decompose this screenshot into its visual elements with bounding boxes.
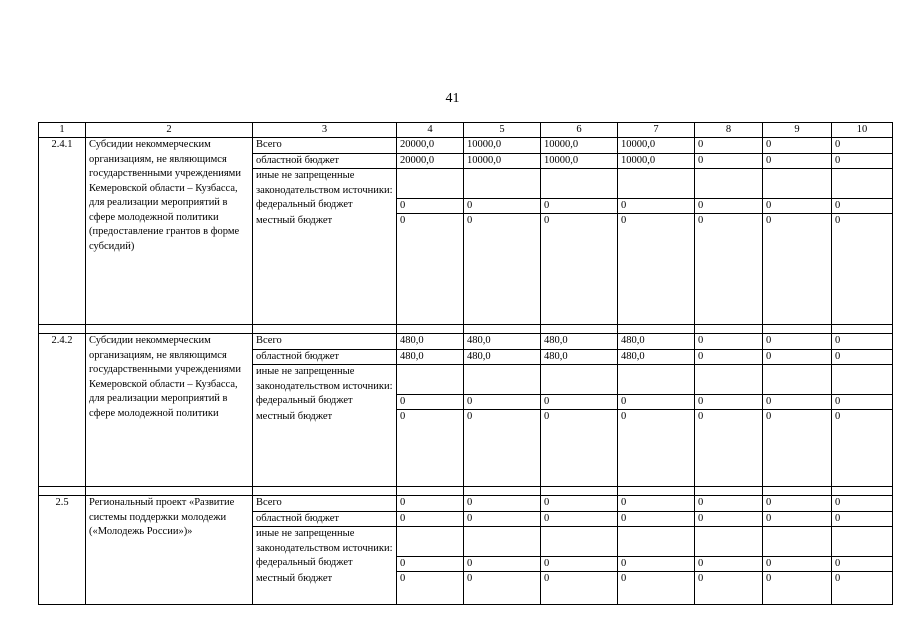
spacer-cell bbox=[695, 487, 763, 496]
value-cell: 10000,0 bbox=[618, 153, 695, 169]
value-cell: 10000,0 bbox=[464, 153, 541, 169]
row-number: 2.4.2 bbox=[39, 334, 86, 487]
value-cell: 10000,0 bbox=[541, 153, 618, 169]
column-header: 3 bbox=[253, 123, 397, 138]
table-row bbox=[39, 496, 893, 512]
value-cell: 0 bbox=[618, 394, 695, 410]
value-cell: 480,0 bbox=[541, 349, 618, 365]
value-cell: 20000,0 bbox=[397, 153, 464, 169]
value-cell: 10000,0 bbox=[464, 138, 541, 154]
value-cell: 20000,0 bbox=[397, 138, 464, 154]
spacer-cell bbox=[39, 325, 86, 334]
value-cell bbox=[832, 527, 893, 557]
value-cell bbox=[397, 365, 464, 395]
value-cell bbox=[541, 527, 618, 557]
value-cell bbox=[763, 365, 832, 395]
value-cell bbox=[397, 527, 464, 557]
row-spacer bbox=[39, 487, 893, 496]
value-cell: 0 bbox=[464, 572, 541, 605]
value-cell: 480,0 bbox=[397, 349, 464, 365]
value-cell: 480,0 bbox=[618, 334, 695, 350]
value-cell: 0 bbox=[763, 153, 832, 169]
spacer-cell bbox=[618, 325, 695, 334]
spacer-cell bbox=[397, 325, 464, 334]
value-cell: 0 bbox=[618, 572, 695, 605]
value-cell: 0 bbox=[541, 410, 618, 487]
value-cell: 0 bbox=[695, 572, 763, 605]
value-cell: 0 bbox=[695, 511, 763, 527]
value-cell: 0 bbox=[618, 511, 695, 527]
value-cell: 0 bbox=[763, 572, 832, 605]
value-cell: 0 bbox=[695, 394, 763, 410]
value-cell: 0 bbox=[397, 511, 464, 527]
source-label: иные не запрещенные законодательством источники: bbox=[253, 169, 397, 199]
budget-table bbox=[38, 122, 893, 605]
source-label: Всего bbox=[253, 496, 397, 512]
value-cell bbox=[618, 169, 695, 199]
value-cell: 0 bbox=[541, 511, 618, 527]
source-label: иные не запрещенные законодательством источники: bbox=[253, 527, 397, 557]
value-cell: 0 bbox=[763, 410, 832, 487]
column-header: 1 bbox=[39, 123, 86, 138]
value-cell: 0 bbox=[832, 394, 893, 410]
value-cell: 480,0 bbox=[464, 334, 541, 350]
value-cell: 0 bbox=[832, 198, 893, 214]
value-cell: 480,0 bbox=[397, 334, 464, 350]
column-header: 6 bbox=[541, 123, 618, 138]
spacer-cell bbox=[695, 325, 763, 334]
column-header: 4 bbox=[397, 123, 464, 138]
spacer-cell bbox=[86, 325, 253, 334]
row-description: Субсидии некоммерческим организациям, не являющимся государственными учреждениями Кемеровской области – Кузбасса, для реализации мероприятий в сфере молодежной политики (предоставление грантов в форме субсидий) bbox=[86, 138, 253, 325]
row-number: 2.4.1 bbox=[39, 138, 86, 325]
value-cell: 0 bbox=[832, 511, 893, 527]
value-cell: 0 bbox=[832, 410, 893, 487]
spacer-cell bbox=[86, 487, 253, 496]
spacer-cell bbox=[832, 325, 893, 334]
spacer-cell bbox=[464, 487, 541, 496]
value-cell bbox=[832, 169, 893, 199]
value-cell: 0 bbox=[397, 214, 464, 325]
spacer-cell bbox=[397, 487, 464, 496]
column-header: 10 bbox=[832, 123, 893, 138]
value-cell: 0 bbox=[763, 334, 832, 350]
source-label: федеральный бюджет bbox=[253, 556, 397, 572]
value-cell: 0 bbox=[541, 496, 618, 512]
page-number: 41 bbox=[445, 91, 460, 106]
value-cell: 0 bbox=[618, 198, 695, 214]
spacer-cell bbox=[541, 325, 618, 334]
value-cell: 0 bbox=[763, 496, 832, 512]
spacer-cell bbox=[618, 487, 695, 496]
row-description: Региональный проект «Развитие системы поддержки молодежи («Молодежь России»)» bbox=[86, 496, 253, 605]
value-cell: 0 bbox=[618, 496, 695, 512]
spacer-cell bbox=[464, 325, 541, 334]
spacer-cell bbox=[253, 325, 397, 334]
value-cell: 0 bbox=[763, 394, 832, 410]
value-cell: 0 bbox=[832, 556, 893, 572]
value-cell bbox=[464, 169, 541, 199]
value-cell bbox=[464, 365, 541, 395]
spacer-cell bbox=[39, 487, 86, 496]
value-cell bbox=[541, 365, 618, 395]
value-cell: 0 bbox=[397, 410, 464, 487]
source-label: местный бюджет bbox=[253, 410, 397, 487]
source-label: местный бюджет bbox=[253, 572, 397, 605]
value-cell: 0 bbox=[763, 556, 832, 572]
value-cell: 0 bbox=[763, 198, 832, 214]
column-header: 8 bbox=[695, 123, 763, 138]
value-cell: 0 bbox=[695, 214, 763, 325]
value-cell: 0 bbox=[832, 153, 893, 169]
value-cell: 0 bbox=[464, 410, 541, 487]
value-cell: 0 bbox=[695, 138, 763, 154]
value-cell: 0 bbox=[763, 138, 832, 154]
spacer-cell bbox=[541, 487, 618, 496]
value-cell: 0 bbox=[695, 153, 763, 169]
value-cell bbox=[763, 527, 832, 557]
value-cell: 0 bbox=[695, 410, 763, 487]
column-header: 9 bbox=[763, 123, 832, 138]
value-cell: 0 bbox=[832, 496, 893, 512]
spacer-cell bbox=[763, 487, 832, 496]
value-cell bbox=[464, 527, 541, 557]
source-label: Всего bbox=[253, 334, 397, 350]
value-cell: 0 bbox=[695, 334, 763, 350]
value-cell bbox=[695, 169, 763, 199]
table-row bbox=[39, 334, 893, 350]
value-cell: 0 bbox=[541, 572, 618, 605]
spacer-cell bbox=[253, 487, 397, 496]
value-cell: 0 bbox=[464, 556, 541, 572]
value-cell bbox=[832, 365, 893, 395]
value-cell: 0 bbox=[397, 572, 464, 605]
row-description: Субсидии некоммерческим организациям, не являющимся государственными учреждениями Кемеровской области – Кузбасса, для реализации мероприятий в сфере молодежной политики bbox=[86, 334, 253, 487]
value-cell bbox=[397, 169, 464, 199]
value-cell: 0 bbox=[464, 214, 541, 325]
value-cell: 0 bbox=[618, 410, 695, 487]
source-label: иные не запрещенные законодательством источники: bbox=[253, 365, 397, 395]
value-cell: 10000,0 bbox=[541, 138, 618, 154]
column-header: 7 bbox=[618, 123, 695, 138]
value-cell: 0 bbox=[763, 511, 832, 527]
source-label: местный бюджет bbox=[253, 214, 397, 325]
value-cell: 0 bbox=[832, 214, 893, 325]
value-cell: 0 bbox=[541, 394, 618, 410]
value-cell: 0 bbox=[464, 511, 541, 527]
value-cell: 0 bbox=[464, 496, 541, 512]
value-cell: 480,0 bbox=[541, 334, 618, 350]
value-cell: 0 bbox=[397, 198, 464, 214]
value-cell bbox=[695, 365, 763, 395]
value-cell: 0 bbox=[832, 334, 893, 350]
value-cell: 0 bbox=[541, 556, 618, 572]
value-cell bbox=[541, 169, 618, 199]
value-cell: 0 bbox=[832, 349, 893, 365]
header-row bbox=[39, 123, 893, 138]
value-cell: 0 bbox=[763, 214, 832, 325]
value-cell: 0 bbox=[763, 349, 832, 365]
row-number: 2.5 bbox=[39, 496, 86, 605]
value-cell: 0 bbox=[618, 214, 695, 325]
source-label: Всего bbox=[253, 138, 397, 154]
value-cell: 0 bbox=[397, 556, 464, 572]
spacer-cell bbox=[832, 487, 893, 496]
column-header: 5 bbox=[464, 123, 541, 138]
value-cell: 480,0 bbox=[618, 349, 695, 365]
value-cell bbox=[763, 169, 832, 199]
value-cell: 0 bbox=[695, 349, 763, 365]
source-label: областной бюджет bbox=[253, 349, 397, 365]
value-cell: 0 bbox=[541, 198, 618, 214]
value-cell: 0 bbox=[695, 496, 763, 512]
table-row bbox=[39, 138, 893, 154]
value-cell: 0 bbox=[397, 496, 464, 512]
source-label: федеральный бюджет bbox=[253, 198, 397, 214]
value-cell bbox=[618, 365, 695, 395]
value-cell: 10000,0 bbox=[618, 138, 695, 154]
source-label: областной бюджет bbox=[253, 153, 397, 169]
row-spacer bbox=[39, 325, 893, 334]
value-cell: 480,0 bbox=[464, 349, 541, 365]
source-label: областной бюджет bbox=[253, 511, 397, 527]
value-cell: 0 bbox=[618, 556, 695, 572]
source-label: федеральный бюджет bbox=[253, 394, 397, 410]
value-cell: 0 bbox=[397, 394, 464, 410]
value-cell: 0 bbox=[695, 556, 763, 572]
value-cell: 0 bbox=[464, 394, 541, 410]
column-header: 2 bbox=[86, 123, 253, 138]
value-cell: 0 bbox=[695, 198, 763, 214]
value-cell: 0 bbox=[464, 198, 541, 214]
value-cell bbox=[695, 527, 763, 557]
value-cell bbox=[618, 527, 695, 557]
value-cell: 0 bbox=[541, 214, 618, 325]
value-cell: 0 bbox=[832, 572, 893, 605]
spacer-cell bbox=[763, 325, 832, 334]
value-cell: 0 bbox=[832, 138, 893, 154]
